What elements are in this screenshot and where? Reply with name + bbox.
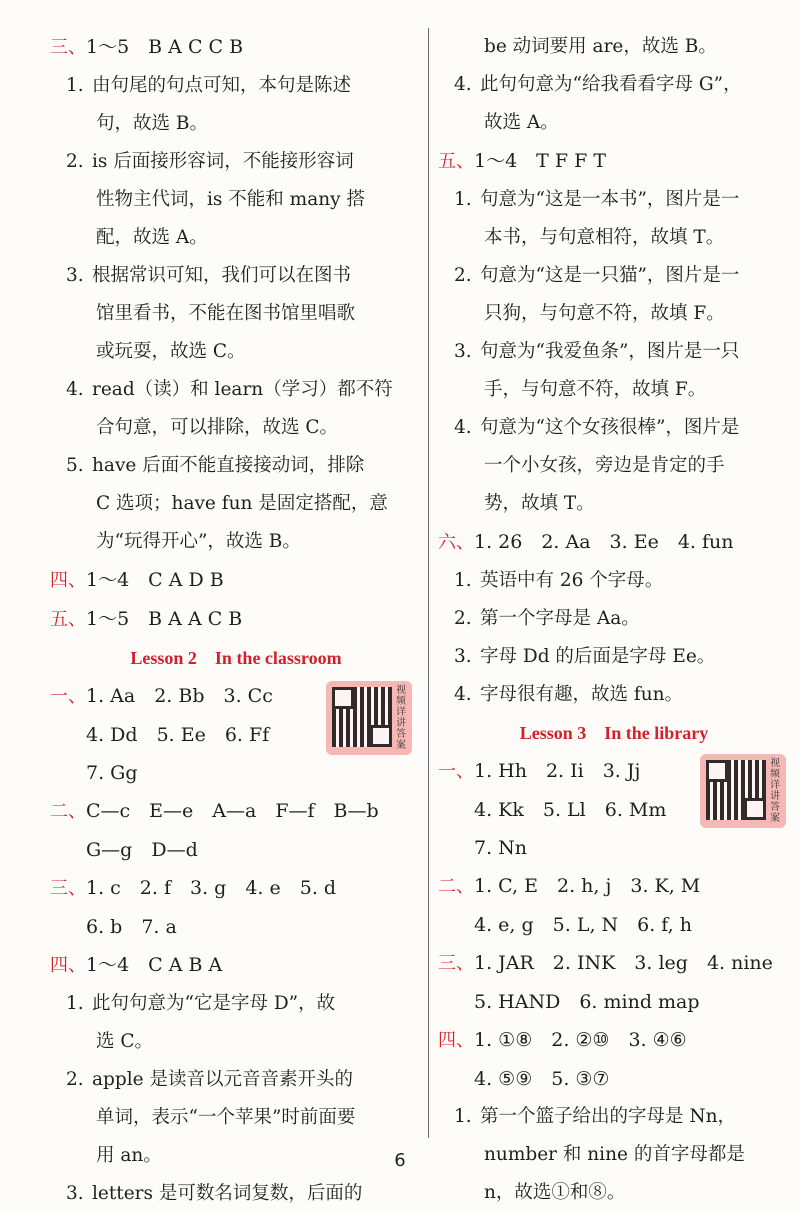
explanation-item: 2. is 后面接形容词，不能接形容词: [66, 151, 354, 172]
explanation-line: C 选项；have fun 是固定搭配，意: [96, 493, 388, 514]
lesson-2-title: Lesson 2 In the classroom: [130, 648, 342, 668]
explanation-item: 4. read（读）和 learn（学习）都不符: [66, 379, 393, 400]
explanation-item: 5. have 后面不能直接接动词，排除: [66, 455, 365, 476]
section-3-head: [50, 28, 422, 67]
explanation-line: 或玩耍，故选 C。: [96, 341, 246, 362]
lesson-2-section-2: 二、C—c E—e A—a F—f B—b G—g D—d: [50, 800, 379, 861]
right-column: be 动词要用 are，故选 B。 4. 此句句意为“给我看看字母 G”， 故选 A。 五、1～4 T F F T 1. 句意为“这是一本书”，图片是一 本书，与句意相符，故填 T。 2. 句意为“这是一只猫”，图片是一 只狗，与句意不符，故填 F。 3. 句意为“我爱鱼条”，图片是一只 手，与句意不符，故填 F。 4. 句意为“这个女孩很棒”，图片是 一个小女孩，旁边是肯定的手 势，故填 T。 六、1. 26 2. Aa 3. Ee 4. fun 1. 英语中有 26 个字母。 2. 第一个字母是 Aa。 3. 字母 Dd 的后面是字母 Ee。 4. 字母很有趣，故选 fun。 Lesson 3 In the library 一、1. Hh 2. Ii 3. Jj 4. Kk 5. Ll 6. Mm 7. Nn 视频详讲答案 二、1. C, E 2. h, j 3. K, M 4. e, g 5. L, N 6. f, h 三、1. JAR 2. INK 3. leg 4. nine 5. HAND 6. mind map 四、1. ①⑧ 2. ②⑩ 3. ④⑥ 4. ⑤⑨ 5. ③⑦ 1. 第一个篮子给出的字母是 Nn， number 和 nine 的首字母都是 n，故选①和⑧。: [438, 28, 790, 1212]
section-4-head: 四、1～4 C A D B: [50, 569, 224, 591]
explanation-line: 句，故选 B。: [96, 113, 208, 134]
explanation-item: 1. 由句尾的句点可知，本句是陈述: [66, 75, 352, 96]
column-divider: [428, 28, 429, 1138]
section-5-explanations: 1. 句意为“这是一本书”，图片是一 本书，与句意相符，故填 T。 2. 句意为“这是一只猫”，图片是一 只狗，与句意不符，故填 F。 3. 句意为“我爱鱼条”，图片是一只 手，与句意不符，故填 F。 4. 句意为“这个女孩很棒”，图片是 一个小女孩，旁边是肯定的手 势，故填 T。: [454, 189, 740, 514]
lesson-2-section-3: 三、1. c 2. f 3. g 4. e 5. d 6. b 7. a: [50, 877, 337, 938]
lesson-3-section-2: 二、1. C, E 2. h, j 3. K, M 4. e, g 5. L, N 6. f, h: [438, 875, 701, 936]
section-answers: 1～5 B A C C B: [86, 36, 244, 58]
explanation-item: 3. 根据常识可知，我们可以在图书: [66, 265, 352, 286]
section-3-explanations: [50, 67, 422, 561]
qr-label: 视频详讲答案: [396, 685, 406, 751]
explanation-line: 性物主代词，is 不能和 many 搭: [96, 189, 365, 210]
page-number: 6: [394, 1150, 406, 1171]
explanation-line: 馆里看书，不能在图书馆里唱歌: [96, 303, 356, 324]
section-6-head: 六、1. 26 2. Aa 3. Ee 4. fun: [438, 531, 734, 553]
lesson-3-section-1: 一、1. Hh 2. Ii 3. Jj 4. Kk 5. Ll 6. Mm 7. Nn 视频详讲答案: [438, 752, 790, 867]
lesson-3-section-3: 三、1. JAR 2. INK 3. leg 4. nine 5. HAND 6. mind map: [438, 952, 773, 1013]
qr-code-icon: [706, 760, 766, 820]
lesson-3-section-4: 四、1. ①⑧ 2. ②⑩ 3. ④⑥ 4. ⑤⑨ 5. ③⑦ 1. 第一个篮子给出的字母是 Nn， number 和 nine 的首字母都是 n，故选①和⑧。: [438, 1029, 745, 1203]
lesson-2-section-1: 一、1. Aa 2. Bb 3. Cc 4. Dd 5. Ee 6. Ff 7. Gg 视频详讲答案: [50, 677, 422, 792]
lesson-3-title: Lesson 3 In the library: [519, 723, 709, 743]
continued-line: be 动词要用 are，故选 B。: [484, 36, 717, 57]
left-column: [50, 28, 422, 1213]
explanation-line: 配，故选 A。: [96, 227, 208, 248]
section-5-head-right: 五、1～4 T F F T: [438, 150, 607, 172]
explanation-line: 为“玩得开心”，故选 B。: [96, 531, 301, 552]
lesson-2-section-4-explanations: 1. 此句句意为“它是字母 D”，故 选 C。 2. apple 是读音以元音音素开头的 单词，表示“一个苹果”时前面要 用 an。 3. letters 是可数名词复数，后面的: [66, 993, 363, 1204]
section-6-explanations: 1. 英语中有 26 个字母。 2. 第一个字母是 Aa。 3. 字母 Dd 的后面是字母 Ee。 4. 字母很有趣，故选 fun。: [454, 570, 716, 705]
section-number: 三、: [50, 37, 86, 58]
section-5-head: 五、1～5 B A A C B: [50, 608, 243, 630]
qr-code-video-answers-2[interactable]: [700, 754, 786, 828]
lesson-2-section-4-head: 四、1～4 C A B A: [50, 954, 223, 976]
qr-label: 视频详讲答案: [770, 758, 780, 824]
qr-code-video-answers[interactable]: [326, 681, 412, 755]
explanation-line: 合句意，可以排除，故选 C。: [96, 417, 339, 438]
qr-code-icon: [332, 687, 392, 747]
